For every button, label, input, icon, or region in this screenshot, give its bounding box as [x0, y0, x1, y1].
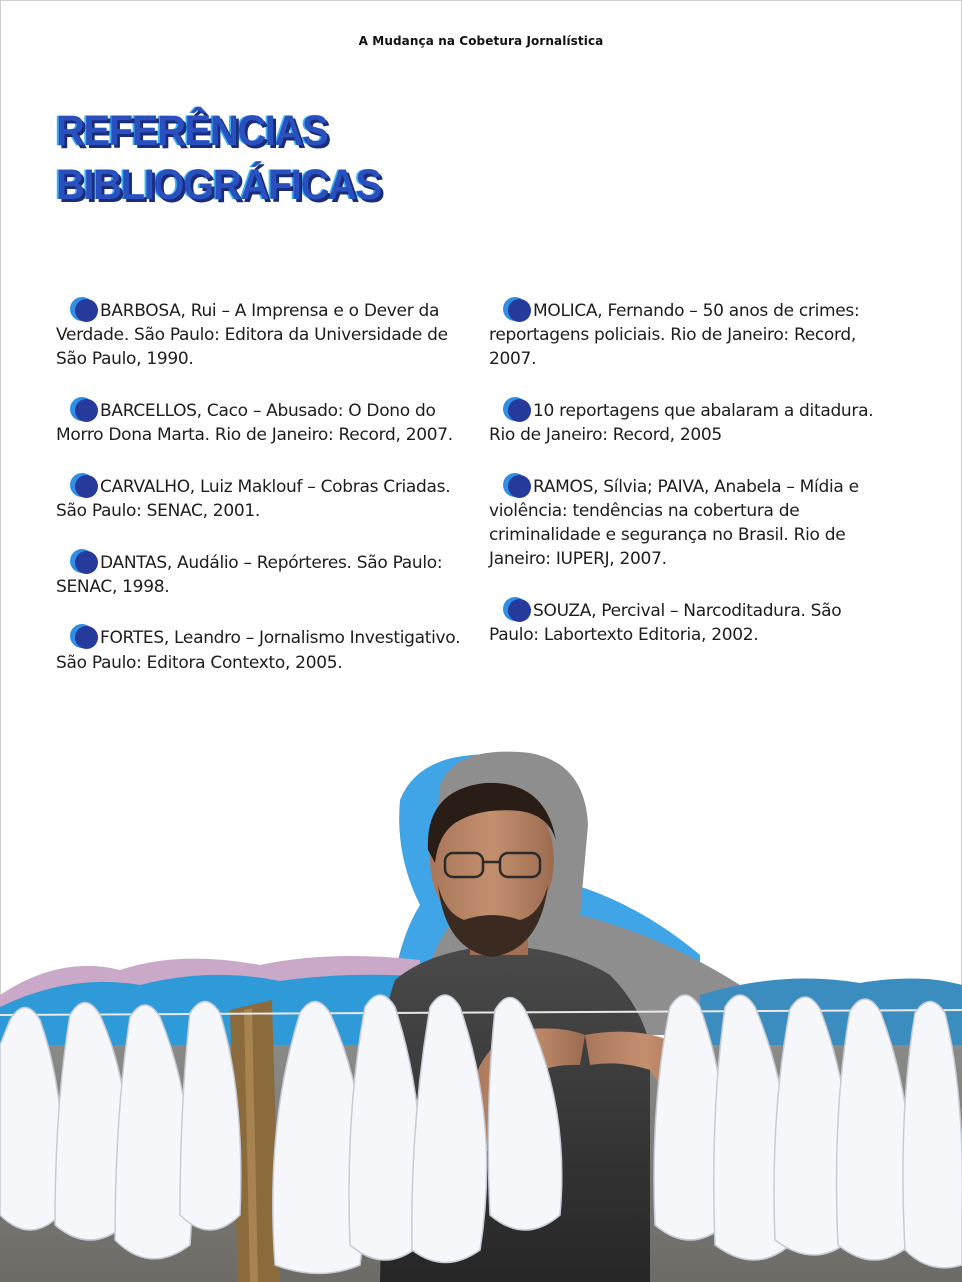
bullet-icon [503, 472, 533, 498]
reference-item [489, 296, 889, 372]
bullet-icon [70, 472, 100, 498]
reference-text: DANTAS, Audálio – Repórteres. São Paulo: SENAC, 1998. [56, 552, 443, 597]
title-line-1: REFERÊNCIAS [56, 107, 328, 155]
reference-text: MOLICA, Fernando – 50 anos de crimes: reportagens policiais. Rio de Janeiro: Record, 2007. [489, 301, 860, 370]
bullet-icon [503, 296, 533, 322]
bullet-icon [70, 548, 100, 574]
reference-item [56, 296, 466, 372]
reference-text: SOUZA, Percival – Narcoditadura. São Paulo: Labortexto Editoria, 2002. [489, 601, 842, 646]
reference-text: FORTES, Leandro – Jornalismo Investigativo. São Paulo: Editora Contexto, 2005. [56, 628, 461, 673]
reference-item [489, 472, 889, 572]
page-title [56, 104, 381, 212]
bullet-icon [70, 623, 100, 649]
reference-item [56, 472, 466, 523]
running-header: A Mudança na Cobetura Jornalística [358, 34, 604, 48]
reference-item [489, 396, 889, 447]
reference-text: CARVALHO, Luiz Maklouf – Cobras Criadas. São Paulo: SENAC, 2001. [56, 476, 451, 521]
reference-item [56, 548, 466, 599]
protest-photo [0, 745, 962, 1282]
reference-text: BARCELLOS, Caco – Abusado: O Dono do Morro Dona Marta. Rio de Janeiro: Record, 2007. [56, 401, 453, 446]
bullet-icon [503, 596, 533, 622]
bullet-icon [70, 296, 100, 322]
references-left-column [56, 296, 466, 699]
reference-text: BARBOSA, Rui – A Imprensa e o Dever da Verdade. São Paulo: Editora da Universidade de São Paulo, 1990. [56, 301, 448, 370]
reference-item [56, 623, 466, 674]
references-right-column [489, 296, 889, 672]
title-line-2: BIBLIOGRÁFICAS [56, 161, 381, 209]
bullet-icon [70, 396, 100, 422]
bullet-icon [503, 396, 533, 422]
reference-text: 10 reportagens que abalaram a ditadura. Rio de Janeiro: Record, 2005 [489, 401, 874, 446]
reference-item [489, 596, 889, 647]
reference-text: RAMOS, Sílvia; PAIVA, Anabela – Mídia e violência: tendências na cobertura de criminalidade e segurança no Brasil. Rio de Janeiro: IUPERJ, 2007. [489, 476, 859, 570]
reference-item [56, 396, 466, 447]
